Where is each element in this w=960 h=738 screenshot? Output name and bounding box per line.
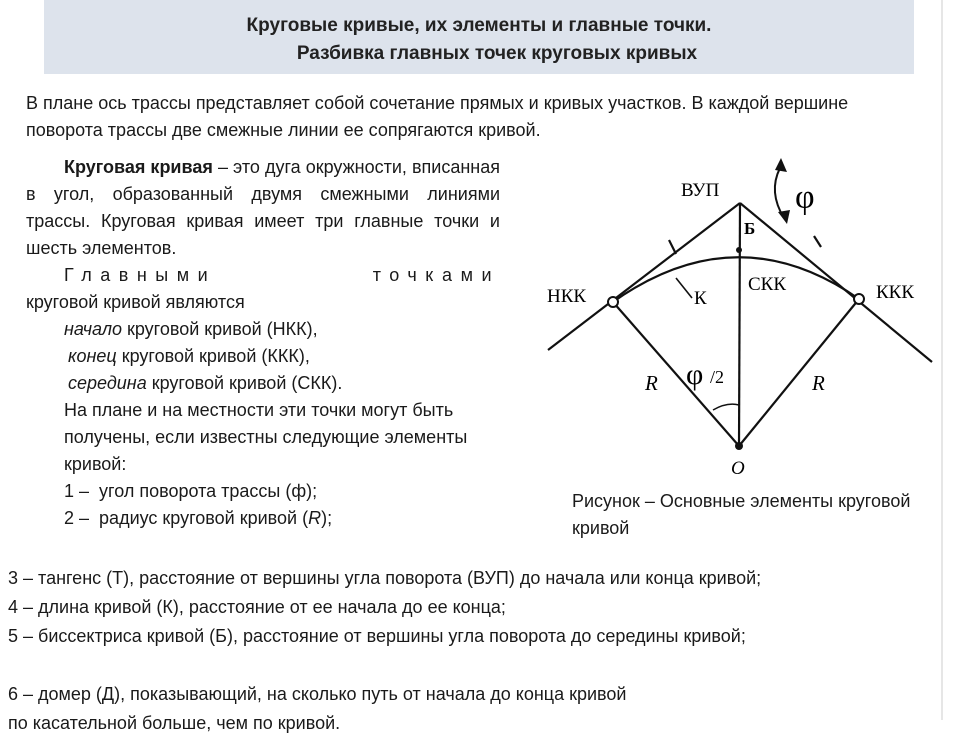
phi-arrow (775, 168, 784, 218)
nkk-point (608, 297, 618, 307)
r-left-label: R (645, 371, 658, 395)
curve-diagram (540, 150, 940, 480)
page-edge-rule (941, 0, 943, 720)
kkk-label: ККК (876, 282, 915, 303)
phi-half-sub: /2 (710, 367, 725, 387)
k-label: К (694, 288, 707, 309)
page-title: Круговые кривые, их элементы и главные точки. (246, 15, 712, 36)
title-banner (44, 0, 914, 74)
elements-intro: На плане и на местности эти точки могут быть получены, если известны следующие элементы кривой: (64, 400, 468, 474)
definition-term: Круговая кривая (64, 157, 213, 177)
element-item-6: 6 – домер (Д), показывающий, на сколько путь от начала до конца кривой (8, 684, 627, 704)
element-item-5: 5 – биссектриса кривой (Б), расстояние от вершины угла поворота до середины кривой; (8, 626, 746, 646)
vup-label: ВУП (681, 180, 720, 201)
page-subtitle: Разбивка главных точек круговых кривых (296, 43, 698, 64)
element-item-2: 2 – радиус круговой кривой (R); (64, 508, 333, 528)
left-column (26, 154, 500, 532)
elements-list (8, 564, 938, 738)
main-points-heading (26, 262, 500, 289)
intro-paragraph: В плане ось трассы представляет собой сочетание прямых и кривых участков. В каждой вершине поворота трассы две смежные линии ее сопрягаются кривой. (26, 93, 849, 140)
nkk-label: НКК (547, 286, 587, 307)
b-label: Б (744, 219, 756, 238)
element-item-3: 3 – тангенс (Т), расстояние от вершины угла поворота (ВУП) до начала или конца кривой; (8, 568, 762, 588)
circular-arc (613, 257, 859, 302)
t-right-mark (814, 236, 821, 247)
main-points-heading-rest: круговой кривой являются (26, 292, 245, 312)
main-point-end: конец круговой кривой (ККК), (68, 346, 310, 366)
definition-paragraph (26, 154, 500, 262)
radius-right (739, 299, 859, 446)
half-angle-arc (713, 404, 739, 410)
r-right-label: R (812, 371, 825, 395)
phi-arrow-head-top (775, 158, 787, 172)
t-left-mark (669, 240, 676, 254)
main-point-middle: середина круговой кривой (СКК). (68, 373, 343, 393)
center-label: O (731, 458, 745, 479)
definition-text: – это дуга окружности, вписанная в угол, образованный двумя смежными линиями трассы. Круговая кривая имеет три главные точки и шесть элементов. (26, 157, 501, 258)
kkk-point (854, 294, 864, 304)
bisector-line (739, 203, 740, 446)
center-point (735, 442, 743, 450)
element-item-1: 1 – угол поворота трассы (ф); (64, 481, 318, 501)
phi-arrow-head-bottom (778, 210, 790, 224)
main-point-start: начало круговой кривой (НКК), (64, 319, 318, 339)
skk-point (736, 247, 742, 253)
element-item-4: 4 – длина кривой (К), расстояние от ее начала до ее конца; (8, 597, 506, 617)
element-item-6-cont: по касательной больше, чем по кривой. (8, 713, 341, 733)
k-label-leader (676, 278, 692, 298)
phi-half-label: φ (686, 358, 704, 391)
figure-caption: Рисунок – Основные элементы круговой кривой (572, 491, 911, 538)
tangent-line-left (548, 203, 740, 350)
main-points-spaced: Главными точками (64, 265, 500, 285)
phi-label: φ (795, 179, 815, 216)
skk-label: СКК (748, 274, 787, 295)
